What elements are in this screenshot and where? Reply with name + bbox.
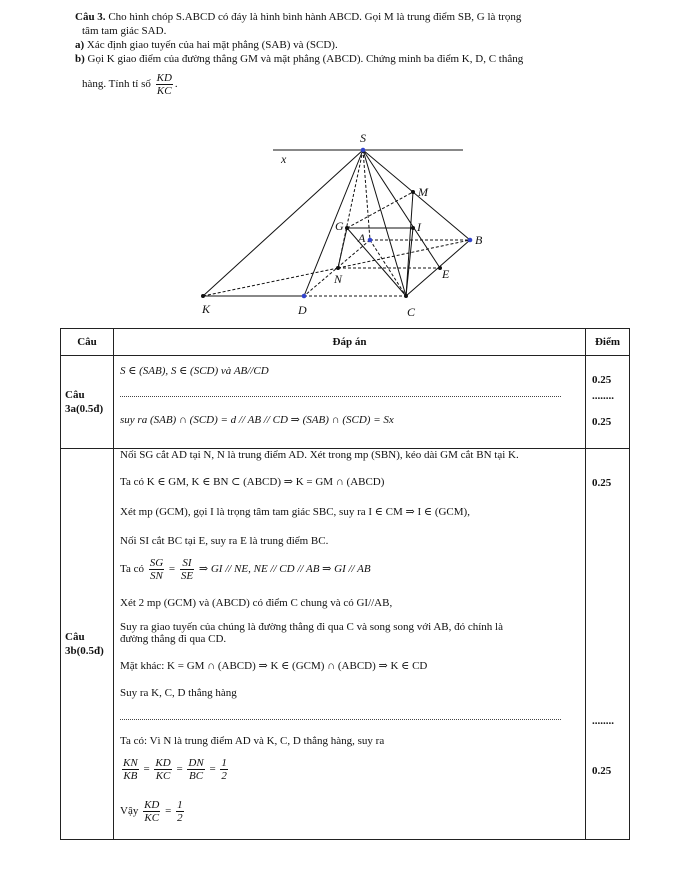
header-diem: Điểm: [586, 329, 630, 356]
part-b-end: .: [174, 78, 178, 91]
frac-num: SI: [180, 557, 194, 570]
frac-num: KD: [156, 72, 172, 84]
q3b-line-7a: Suy ra giao tuyến của chúng là đường thẳng đi qua C và song song với AB, đó chính là: [120, 621, 503, 633]
frac-num: DN: [188, 757, 204, 769]
point-n: [336, 266, 340, 270]
pyramid-figure: [195, 130, 495, 325]
frac-kd-kc: [154, 757, 171, 782]
l12-pre: Vậy: [120, 805, 139, 818]
frac-den: 2: [221, 770, 227, 782]
problem-label: Câu 3.: [75, 11, 106, 23]
frac-den: KC: [156, 85, 172, 97]
frac-den: KC: [155, 770, 171, 782]
q3b-line-2: Ta có K ∈ GM, K ∈ BN ⊂ (ABCD) ⇒ K = GM ∩ (ABCD): [120, 476, 385, 488]
q3b-line-5: Ta có $\frac{SG}{SN}$ = $\frac{SI}{SE}$ ⇒ GI // NE, NE // CD // AB ⇒ GI // AB: [120, 557, 371, 582]
part-b-line-2: [75, 72, 615, 97]
edge-sc: [363, 150, 406, 296]
edge-gm: [347, 192, 413, 228]
label-c: C: [407, 305, 416, 319]
q3a-label-line-2: 3a(0.5đ): [65, 403, 104, 415]
q3b-score-1: 0.25: [592, 477, 612, 489]
q3a-label: [61, 356, 114, 449]
ratio-kd-kc: [156, 72, 173, 97]
frac-den: 2: [177, 812, 183, 824]
frac-num: SG: [149, 557, 164, 569]
q3a-answer: [114, 356, 586, 449]
frac-den: KB: [123, 770, 138, 782]
q3a-dots: [120, 396, 561, 397]
frac-den: KC: [144, 812, 160, 824]
frac-den: SE: [180, 570, 194, 582]
label-k: K: [202, 302, 211, 316]
edge-sn: [338, 150, 363, 268]
q3b-score-dots: ........: [592, 715, 614, 727]
label-a: A: [358, 231, 366, 245]
q3b-line-8: Mặt khác: K = GM ∩ (ABCD) ⇒ K ∈ (GCM) ∩ (ABCD) ⇒ K ∈ CD: [120, 660, 428, 672]
table-row-3a: [61, 356, 630, 449]
point-b: [468, 238, 473, 243]
q3a-score: [586, 356, 630, 449]
q3a-line-1: S ∈ (SAB), S ∈ (SCD) và AB//CD: [120, 365, 269, 377]
part-a: [75, 38, 615, 52]
q3b-line-9: Suy ra K, C, D thẳng hàng: [120, 687, 237, 699]
q3b-line-1: Nối SG cắt AD tại N, N là trung điểm AD. Xét trong mp (SBN), kéo dài GM cắt BN tại K.: [120, 449, 519, 461]
point-a: [368, 238, 373, 243]
point-d: [302, 294, 307, 299]
l5-post: ⇒ GI // NE, NE // CD // AB ⇒ GI // AB: [198, 563, 371, 576]
q3b-label: [61, 449, 114, 840]
q3b-label-line-2: 3b(0.5đ): [65, 645, 104, 657]
frac-kd-kc-final: [143, 799, 160, 824]
q3b-line-10: Ta có: Vì N là trung điểm AD và K, C, D thẳng hàng, suy ra: [120, 735, 385, 747]
point-k: [201, 294, 205, 298]
frac-num: KN: [123, 757, 138, 769]
q3b-line-4: Nối SI cắt BC tại E, suy ra E là trung điểm BC.: [120, 535, 329, 547]
point-m: [411, 190, 415, 194]
frac-num: KD: [144, 799, 160, 811]
part-a-label: a): [75, 39, 85, 51]
label-g: G: [335, 219, 344, 233]
edge-se: [363, 150, 440, 268]
frac-si-se: [180, 557, 194, 582]
label-b: B: [475, 233, 483, 247]
part-b-text: Gọi K giao điểm của đường thẳng GM và mặt phẳng (ABCD). Chứng minh ba điểm K, D, C thẳng: [87, 53, 524, 65]
frac-num: KD: [155, 757, 171, 769]
q3b-score: [586, 449, 630, 840]
q3b-dots: [120, 719, 561, 720]
frac-num: 1: [177, 799, 183, 811]
q3b-line-6: Xét 2 mp (GCM) và (ABCD) có điểm C chung và có GI//AB,: [120, 597, 393, 609]
problem-statement: [75, 10, 615, 97]
edge-gc: [347, 228, 406, 296]
problem-line-1: [75, 10, 615, 24]
frac-num: 1: [221, 757, 227, 769]
part-a-text: Xác định giao tuyến của hai mặt phẳng (SAB) và (SCD).: [86, 39, 338, 51]
table-header-row: [61, 329, 630, 356]
edge-mc: [406, 192, 413, 296]
q3a-score-2: 0.25: [592, 416, 612, 428]
part-b: [75, 52, 615, 66]
label-i: I: [417, 220, 421, 234]
point-s: [361, 148, 366, 153]
label-x: x: [281, 152, 287, 166]
q3a-line-2: suy ra (SAB) ∩ (SCD) = d // AB // CD ⇒ (SAB) ∩ (SCD) = Sx: [120, 414, 394, 426]
label-n: N: [334, 272, 343, 286]
part-b-label: b): [75, 53, 85, 65]
frac-den: BC: [189, 770, 204, 782]
q3a-score-dots: ........: [592, 390, 614, 402]
header-cau: Câu: [61, 329, 114, 356]
q3b-answer: [114, 449, 586, 840]
q3b-line-11: $\frac{KN}{KB}$ = $\frac{KD}{KC}$ = $\frac{DN}{BC}$ = $\frac{1}{2}$: [123, 757, 227, 782]
q3b-line-3: Xét mp (GCM), gọi I là trọng tâm tam giác SBC, suy ra I ∈ CM ⇒ I ∈ (GCM),: [120, 506, 470, 518]
q3b-line-7b: đường thẳng đi qua CD.: [120, 633, 227, 645]
frac-den: SN: [150, 570, 163, 582]
frac-kn-kb: [122, 757, 139, 782]
q3a-score-1: 0.25: [592, 374, 612, 386]
frac-sg-sn: [149, 557, 164, 582]
q3b-score-2: 0.25: [592, 765, 612, 777]
l5-pre: Ta có: [120, 563, 144, 576]
label-d: D: [298, 303, 307, 317]
point-c: [404, 294, 408, 298]
frac-one-half: [220, 757, 228, 782]
label-m: M: [418, 185, 428, 199]
label-s: S: [360, 131, 366, 145]
problem-stmt-2: tâm tam giác SAD.: [82, 25, 167, 37]
q3b-line-12: Vậy $\frac{KD}{KC}$ = $\frac{1}{2}$: [120, 799, 183, 824]
point-i: [411, 226, 415, 230]
frac-dn-bc: [187, 757, 204, 782]
q3a-label-line-1: Câu: [65, 389, 85, 401]
label-e: E: [442, 267, 450, 281]
edge-kn: [203, 268, 338, 296]
point-g: [345, 226, 349, 230]
answer-table: [60, 328, 630, 840]
table-row-3b: [61, 449, 630, 840]
part-b-text-2: hàng. Tính tỉ số: [82, 78, 151, 91]
frac-one-half-final: [176, 799, 184, 824]
problem-line-2: [75, 24, 615, 38]
header-dap-an: Đáp án: [114, 329, 586, 356]
problem-stmt-1: Cho hình chóp S.ABCD có đáy là hình bình hành ABCD. Gọi M là trung điểm SB, G là trọng: [108, 11, 522, 23]
q3b-label-line-1: Câu: [65, 631, 85, 643]
